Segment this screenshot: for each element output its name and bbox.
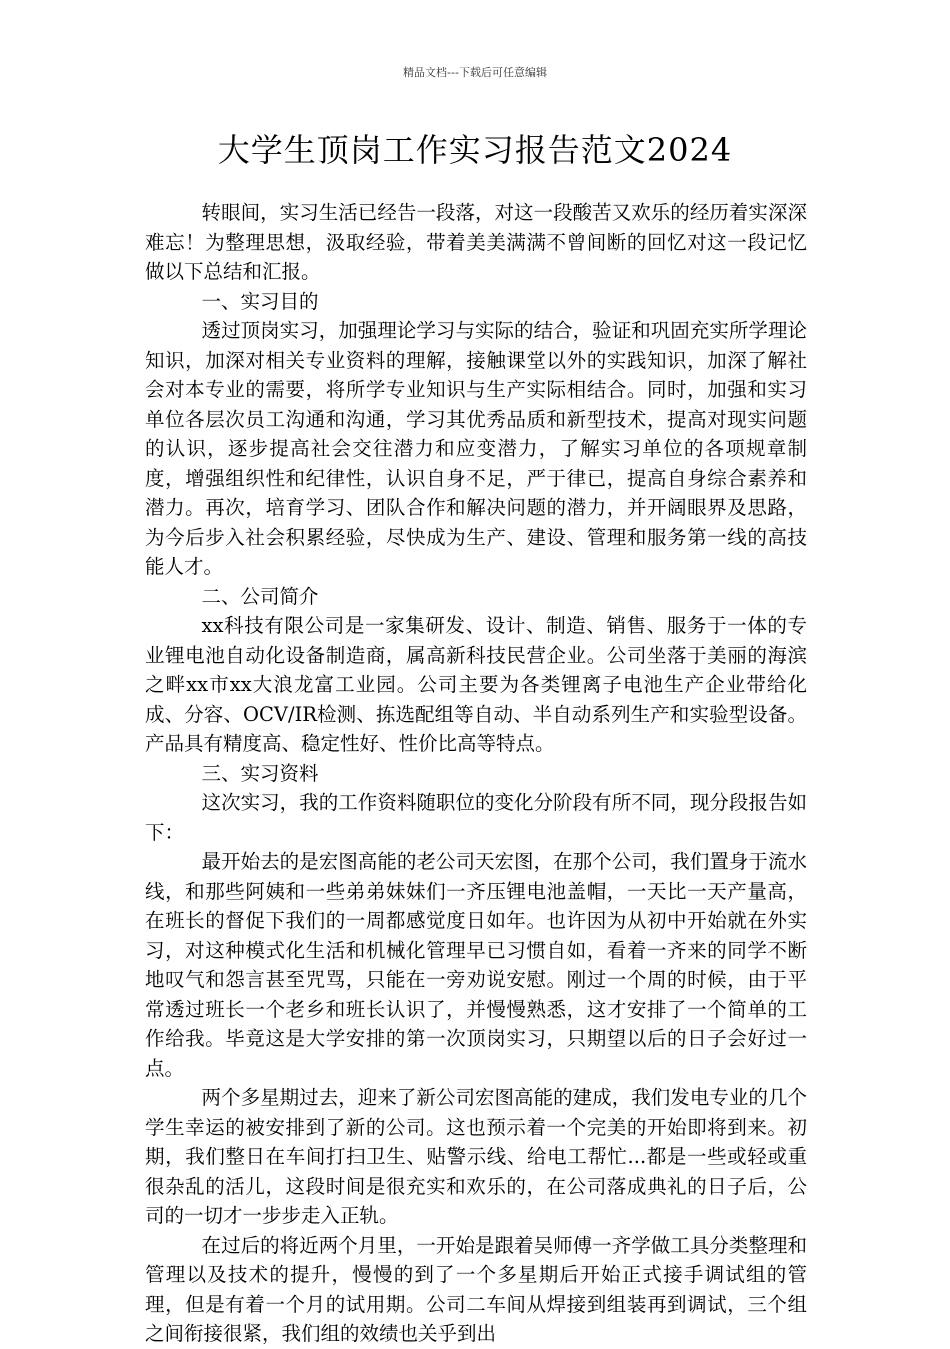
paragraph-content-intro: 这次实习，我的工作资料随职位的变化分阶段有所不同，现分段报告如下： (145, 791, 807, 844)
paragraph-company: xx科技有限公司是一家集研发、设计、制造、销售、服务于一体的专业锂电池自动化设备制造商，属高新科技民营企业。公司坐落于美丽的海滨之畔xx市xx大浪龙富工业园。公司主要为各类锂离子电池生产企业带给化成、分容、OCV/IR检测、拣选配组等自动、半自动系列生产和实验型设备。产品具有精度高、稳定性好、性价比高等特点。 (145, 614, 807, 755)
document-body (145, 198, 807, 1349)
section-heading-content: 三、实习资料 (201, 761, 319, 785)
section-heading-company: 二、公司简介 (201, 584, 319, 608)
paragraph-content-3: 在过后的将近两个月里，一开始是跟着吴师傅一齐学做工具分类整理和管理以及技术的提升，慢慢的到了一个多星期后开始正式接手调试组的管理，但是有着一个月的试用期。公司二车间从焊接到组装再到调试，三个组之间衔接很紧，我们组的效绩也关乎到出 (145, 1233, 807, 1345)
paragraph-purpose: 透过顶岗实习，加强理论学习与实际的结合，验证和巩固充实所学理论知识，加深对相关专业资料的理解，接触课堂以外的实践知识，加深了解社会对本专业的需要，将所学专业知识与生产实际相结合。同时，加强和实习单位各层次员工沟通和沟通，学习其优秀品质和新型技术，提高对现实问题的认识，逐步提高社会交往潜力和应变潜力，了解实习单位的各项规章制度，增强组织性和纪律性，认识自身不足，严于律已，提高自身综合素养和潜力。再次，培育学习、团队合作和解决问题的潜力，并开阔眼界及思路，为今后步入社会积累经验，尽快成为生产、建设、管理和服务第一线的高技能人才。 (145, 319, 807, 578)
header-note: 精品文档---下载后可任意编辑 (403, 66, 547, 79)
paragraph-intro: 转眼间，实习生活已经告一段落，对这一段酸苦又欢乐的经历着实深深难忘！为整理思想，汲取经验，带着美美满满不曾间断的回忆对这一段记忆做以下总结和汇报。 (145, 201, 807, 283)
paragraph-content-1: 最开始去的是宏图高能的老公司天宏图，在那个公司，我们置身于流水线，和那些阿姨和一些弟弟妹妹们一齐压锂电池盖帽，一天比一天产量高，在班长的督促下我们的一周都感觉度日如年。也许因为从初中开始就在外实习，对这种模式化生活和机械化管理早已习惯自如，看着一齐来的同学不断地叹气和怨言甚至咒骂，只能在一旁劝说安慰。刚过一个周的时候，由于平常透过班长一个老乡和班长认识了，并慢慢熟悉，这才安排了一个简单的工作给我。毕竟这是大学安排的第一次顶岗实习，只期望以后的日子会好过一点。 (145, 850, 807, 1080)
document-title: 大学生顶岗工作实习报告范文2024 (217, 131, 733, 169)
section-heading-purpose: 一、实习目的 (201, 289, 319, 313)
paragraph-content-2: 两个多星期过去，迎来了新公司宏图高能的建成，我们发电专业的几个学生幸运的被安排到了新的公司。这也预示着一个完美的开始即将到来。初期，我们整日在车间打扫卫生、贴警示线、给电工帮忙...都是一些或轻或重很杂乱的活儿，这段时间是很充实和欢乐的，在公司落成典礼的日子后，公司的一切才一步步走入正轨。 (145, 1086, 807, 1227)
